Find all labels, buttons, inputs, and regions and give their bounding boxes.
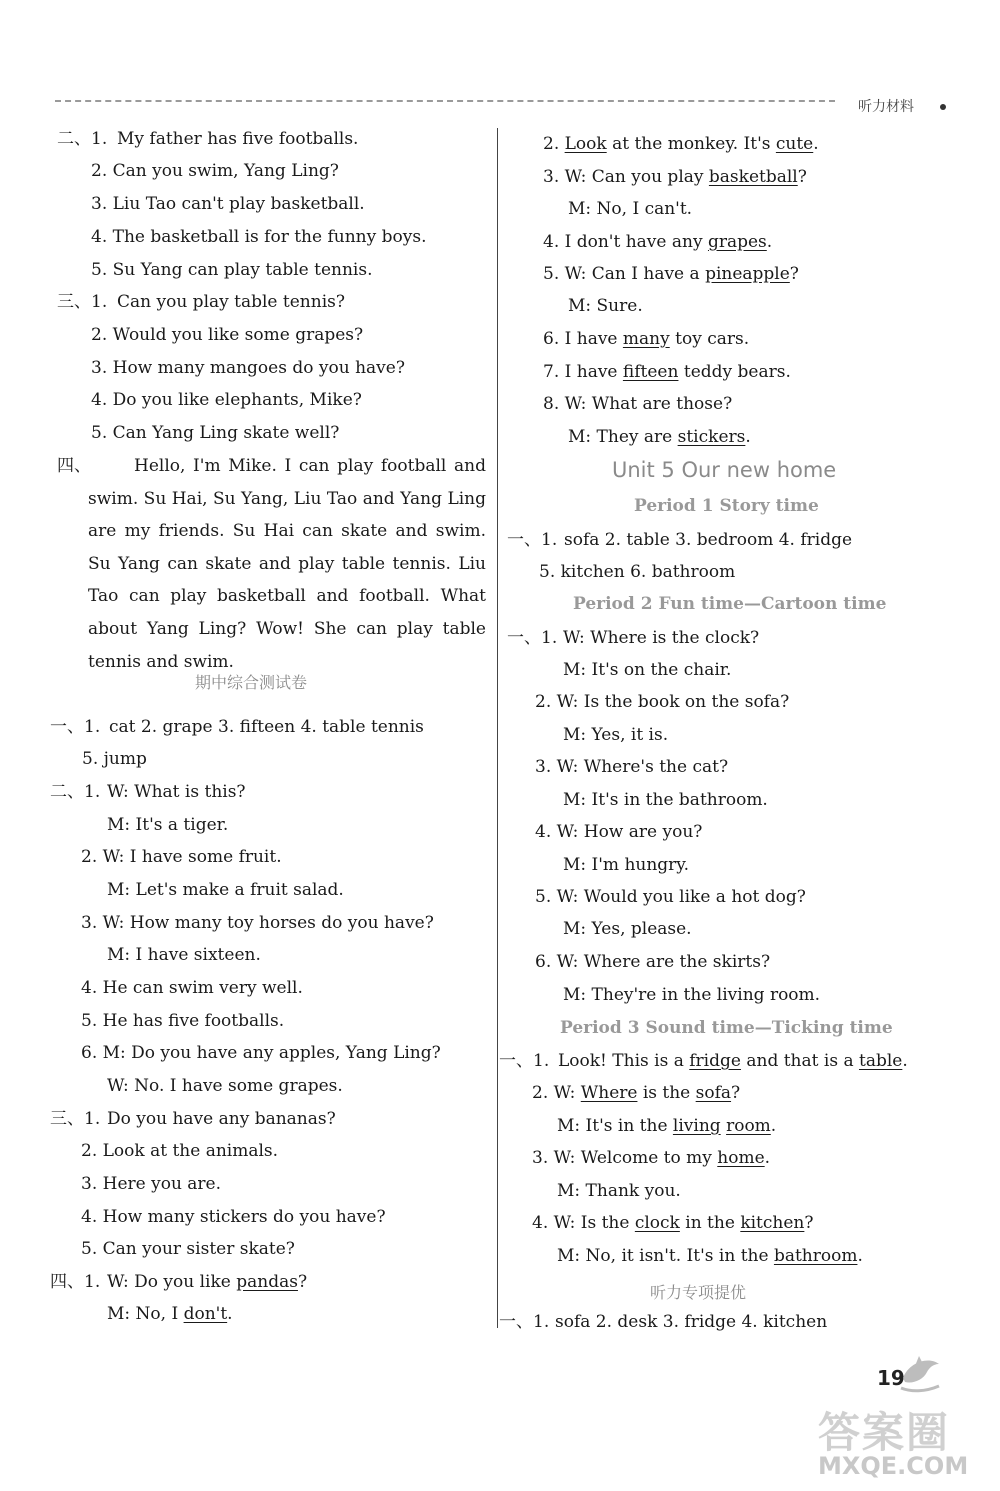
list-item: 5. kitchen 6. bathroom bbox=[539, 562, 736, 582]
header-label: 听力材料 bbox=[858, 99, 914, 115]
section-marker: 一、1. bbox=[507, 530, 558, 550]
dialogue-line: 4. He can swim very well. bbox=[81, 978, 303, 998]
list-item: 5. Su Yang can play table tennis. bbox=[91, 260, 373, 280]
dialogue-line: 3. W: Where's the cat? bbox=[535, 757, 729, 777]
dialogue-line: M: It's in the living room. bbox=[557, 1116, 777, 1136]
list-item: 5. Can your sister skate? bbox=[81, 1239, 295, 1259]
list-item: 2. Can you swim, Yang Ling? bbox=[91, 161, 339, 181]
dialogue-line: M: Let's make a fruit salad. bbox=[107, 880, 344, 900]
dialogue-line: 5. He has five footballs. bbox=[81, 1011, 285, 1031]
dialogue-line: M: Yes, it is. bbox=[563, 725, 669, 745]
page-number: 19 bbox=[877, 1366, 905, 1390]
dialogue-line: 5. W: Would you like a hot dog? bbox=[535, 887, 806, 907]
list-item: 3. Here you are. bbox=[81, 1174, 222, 1194]
dialogue-line: Look! This is a fridge and that is a table. bbox=[558, 1051, 908, 1071]
dialogue-line: 6. M: Do you have any apples, Yang Ling? bbox=[81, 1043, 441, 1063]
list-item: 2. Look at the monkey. It's cute. bbox=[543, 134, 819, 154]
section-marker: 一、1. bbox=[50, 717, 101, 737]
section-marker: 二、1. bbox=[57, 129, 108, 149]
dialogue-line: M: They're in the living room. bbox=[563, 985, 821, 1005]
list-item: sofa 2. table 3. bedroom 4. fridge bbox=[564, 530, 853, 550]
list-item: My father has five footballs. bbox=[117, 129, 359, 149]
dialogue-line: W: Do you like pandas? bbox=[107, 1272, 308, 1292]
dialogue-line: 6. W: Where are the skirts? bbox=[535, 952, 771, 972]
header-dot bbox=[940, 104, 946, 110]
dialogue-line: M: It's in the bathroom. bbox=[563, 790, 768, 810]
dialogue-line: 4. W: Is the clock in the kitchen? bbox=[532, 1213, 814, 1233]
dialogue-line: W: No. I have some grapes. bbox=[107, 1076, 343, 1096]
list-item: 5. jump bbox=[82, 749, 147, 769]
list-item: 3. How many mangoes do you have? bbox=[91, 358, 405, 378]
dialogue-line: 8. W: What are those? bbox=[543, 394, 733, 414]
list-item: Do you have any bananas? bbox=[107, 1109, 336, 1129]
section-title: 听力专项提优 bbox=[650, 1283, 747, 1302]
dialogue-line: 3. W: Can you play basketball? bbox=[543, 167, 807, 187]
dialogue-line: M: I have sixteen. bbox=[107, 945, 261, 965]
list-item: sofa 2. desk 3. fridge 4. kitchen bbox=[555, 1312, 828, 1332]
period-title: Period 2 Fun time—Cartoon time bbox=[573, 594, 887, 614]
dialogue-line: M: It's on the chair. bbox=[563, 660, 732, 680]
dialogue-line: M: No, it isn't. It's in the bathroom. bbox=[557, 1246, 863, 1266]
section-marker: 四、1. bbox=[50, 1272, 101, 1292]
dialogue-line: M: Yes, please. bbox=[563, 919, 692, 939]
section-marker: 二、1. bbox=[50, 782, 101, 802]
column-divider bbox=[497, 128, 498, 1328]
dialogue-line: 4. W: How are you? bbox=[535, 822, 703, 842]
list-item: 4. How many stickers do you have? bbox=[81, 1207, 386, 1227]
passage-paragraph: Hello, I'm Mike. I can play football and swim. Su Hai, Su Yang, Liu Tao and Yang Ling are my friends. Su Hai can skate and swim. Su Yang can skate and play table tennis. Liu Tao can play basketball and football. What about Yang Ling? Wow! She can play table tennis and swim. bbox=[88, 456, 486, 672]
list-item: 2. Would you like some grapes? bbox=[91, 325, 364, 345]
list-item: 4. I don't have any grapes. bbox=[543, 232, 773, 252]
header-rule bbox=[55, 100, 835, 102]
list-item: 2. Look at the animals. bbox=[81, 1141, 279, 1161]
list-item: Can you play table tennis? bbox=[117, 292, 345, 312]
section-marker: 一、1. bbox=[499, 1312, 550, 1332]
list-item: cat 2. grape 3. fifteen 4. table tennis bbox=[109, 717, 424, 737]
dialogue-line: 3. W: Welcome to my home. bbox=[532, 1148, 771, 1168]
dialogue-line: M: It's a tiger. bbox=[107, 815, 229, 835]
dialogue-line: W: What is this? bbox=[107, 782, 246, 802]
section-marker: 三、1. bbox=[50, 1109, 101, 1129]
dialogue-line: M: No, I can't. bbox=[568, 199, 693, 219]
list-item: 6. I have many toy cars. bbox=[543, 329, 750, 349]
list-item: 7. I have fifteen teddy bears. bbox=[543, 362, 791, 382]
dialogue-line: 5. W: Can I have a pineapple? bbox=[543, 264, 799, 284]
dolphin-logo-icon bbox=[895, 1348, 945, 1398]
dialogue-line: 2. W: Where is the sofa? bbox=[532, 1083, 741, 1103]
dialogue-line: W: Where is the clock? bbox=[563, 628, 760, 648]
dialogue-line: 3. W: How many toy horses do you have? bbox=[81, 913, 434, 933]
section-title: 期中综合测试卷 bbox=[195, 673, 308, 692]
watermark-logo: 答案圈 bbox=[818, 1408, 951, 1457]
period-title: Period 3 Sound time—Ticking time bbox=[560, 1018, 893, 1038]
watermark-url: MXQE.COM bbox=[818, 1452, 969, 1480]
list-item: 4. Do you like elephants, Mike? bbox=[91, 390, 362, 410]
list-item: 3. Liu Tao can't play basketball. bbox=[91, 194, 365, 214]
list-item: 4. The basketball is for the funny boys. bbox=[91, 227, 427, 247]
section-marker: 四、 bbox=[57, 456, 91, 476]
dialogue-line: M: They are stickers. bbox=[568, 427, 751, 447]
section-marker: 三、1. bbox=[57, 292, 108, 312]
list-item: 5. Can Yang Ling skate well? bbox=[91, 423, 340, 443]
dialogue-line: M: Sure. bbox=[568, 296, 643, 316]
dialogue-line: M: Thank you. bbox=[557, 1181, 681, 1201]
dialogue-line: 2. W: Is the book on the sofa? bbox=[535, 692, 790, 712]
period-title: Period 1 Story time bbox=[634, 496, 819, 516]
section-marker: 一、1. bbox=[507, 628, 558, 648]
section-marker: 一、1. bbox=[499, 1051, 550, 1071]
dialogue-line: M: No, I don't. bbox=[107, 1304, 233, 1324]
unit-title: Unit 5 Our new home bbox=[612, 458, 837, 482]
dialogue-line: 2. W: I have some fruit. bbox=[81, 847, 282, 867]
dialogue-line: M: I'm hungry. bbox=[563, 855, 690, 875]
